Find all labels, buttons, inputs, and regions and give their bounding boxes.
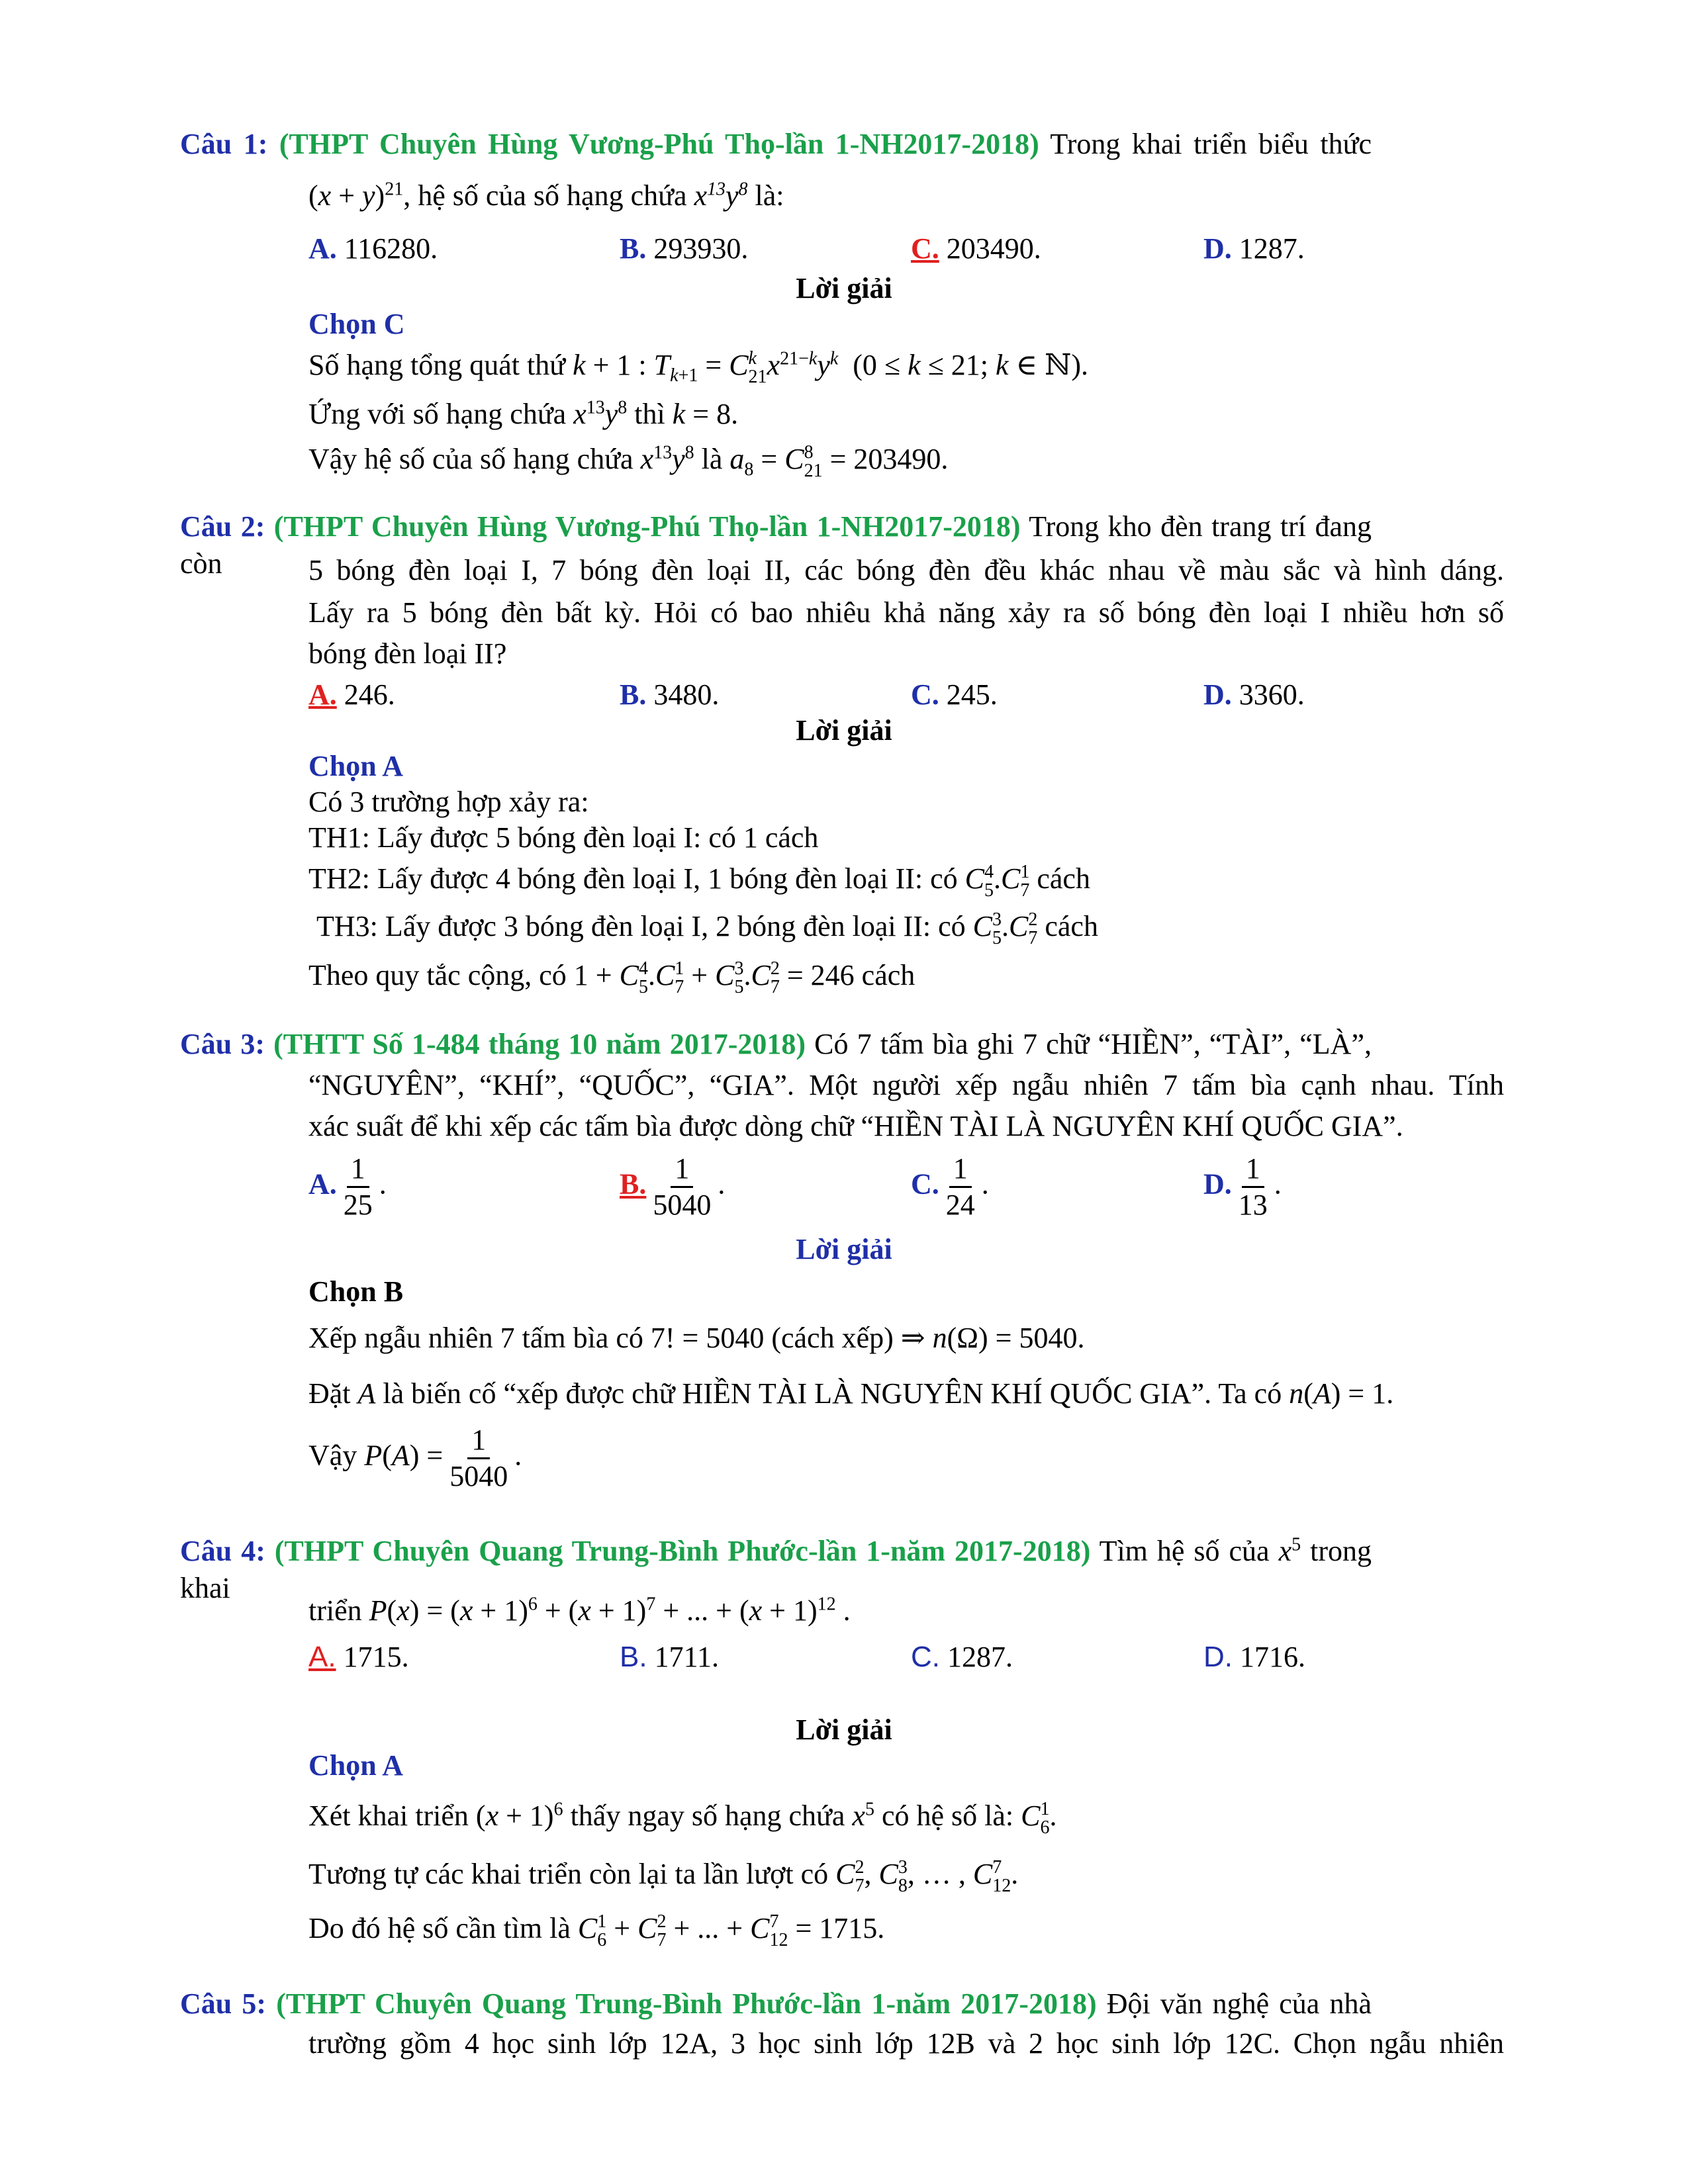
q1-option-d[interactable]: D. 1287. (1203, 232, 1305, 265)
q2-line-4: bóng đèn loại II? (308, 637, 507, 670)
q2-choose: Chọn A (308, 750, 404, 782)
q1-choose: Chọn C (308, 308, 405, 340)
q3-option-d[interactable]: D. $\frac{1}{13}$ . (1203, 1152, 1282, 1221)
q4-choose: Chọn A (308, 1749, 404, 1782)
q3-line-2: “NGUYÊN”, “KHÍ”, “QUỐC”, “GIA”. Một người xếp ngẫu nhiên 7 tấm bìa cạnh nhau. Tính (308, 1069, 1504, 1101)
q2-sol-5: Theo quy tắc cộng, có 1 + C 4 5 .C 1 7 + C 3 5 .C 2 7 = 246 cách (308, 958, 915, 997)
q3-solution-title: Lời giải (796, 1233, 892, 1265)
q4-sol-1: Xét khai triển $(x + 1)^6$ thấy ngay số hạng chứa $x^5$ có hệ số là: C 1 6 . (308, 1798, 1057, 1838)
q2-option-b[interactable]: B. 3480. (620, 678, 720, 711)
q3-option-c[interactable]: C. $\frac{1}{24}$ . (911, 1152, 989, 1221)
q1-solution-title: Lời giải (796, 272, 892, 304)
q2-sol-3: TH2: Lấy được 4 bóng đèn loại I, 1 bóng đèn loại II: có C 4 5 .C 1 7 cách (308, 861, 1090, 901)
q1-text-3: là: (755, 179, 784, 212)
q1-sol-line-2: Ứng với số hạng chứa $x^{13}y^8$ thì k = 8. (308, 397, 739, 430)
q4-sol-2: Tương tự các khai triển còn lại ta lần lượt có C 2 7 , C 3 8 , … , C 7 12 . (308, 1856, 1019, 1896)
q1-option-a[interactable]: A. 116280. (308, 232, 438, 265)
q5-line-1: Câu 5: (THPT Chuyên Quang Trung-Bình Phước-lần 1-năm 2017-2018) Đội văn nghệ của nhà (180, 1987, 1372, 2020)
q1-line-2 (308, 177, 784, 214)
q2-option-a[interactable]: A. 246. (308, 678, 395, 711)
q3-line-1: Câu 3: (THTT Số 1-484 tháng 10 năm 2017-2018) Có 7 tấm bìa ghi 7 chữ “HIỀN”, “TÀI”, “LÀ”, (180, 1028, 1372, 1060)
q4-option-d[interactable]: D. 1716. (1203, 1641, 1305, 1673)
q2-sol-4: TH3: Lấy được 3 bóng đèn loại I, 2 bóng đèn loại II: có C 3 5 .C 2 7 cách (316, 909, 1098, 948)
q4-line-2: triển $P(x) = (x + 1)^6 + (x + 1)^7$ + ... + $(x + 1)^{12}$ . (308, 1594, 851, 1627)
q1-source: (THPT Chuyên Hùng Vương-Phú Thọ-lần 1-NH2017-2018) (279, 128, 1039, 160)
q2-solution-title: Lời giải (796, 714, 892, 747)
q3-line-3: xác suất để khi xếp các tấm bìa được dòng chữ “HIỀN TÀI LÀ NGUYÊN KHÍ QUỐC GIA”. (308, 1110, 1403, 1142)
q2-option-c[interactable]: C. 245. (911, 678, 998, 711)
q2-sol-1: Có 3 trường hợp xảy ra: (308, 786, 589, 818)
q1-option-b[interactable]: B. 293930. (620, 232, 749, 265)
q3-choose: Chọn B (308, 1275, 404, 1308)
q4-solution-title: Lời giải (796, 1713, 892, 1746)
q4-line-1: Câu 4: (THPT Chuyên Quang Trung-Bình Phước-lần 1-năm 2017-2018) Tìm hệ số của $x^5$ trong khai (180, 1534, 1372, 1604)
q2-line-1: Câu 2: (THPT Chuyên Hùng Vương-Phú Thọ-lần 1-NH2017-2018) Trong kho đèn trang trí đang còn (180, 510, 1372, 580)
q1-option-c[interactable]: C. 203490. (911, 232, 1041, 265)
q1-text-1: Trong khai triển biểu thức (1050, 128, 1372, 160)
q4-sol-3: Do đó hệ số cần tìm là C 1 6 + C 2 7 + ... + C 7 12 = 1715. (308, 1911, 885, 1950)
q1-label: Câu 1: (180, 128, 268, 160)
q3-sol-3: Vậy P(A) = $\frac{1}{5040}$ . (308, 1424, 522, 1492)
q3-sol-1: Xếp ngẫu nhiên 7 tấm bìa có 7! = 5040 (cách xếp) ⇒ n(Ω) = 5040. (308, 1322, 1085, 1354)
q1-text-2: , hệ số của số hạng chứa (403, 179, 687, 212)
q1-term: $x^{13}y^8$ (694, 179, 748, 212)
q3-option-b[interactable]: B. $\frac{1}{5040}$ . (620, 1152, 726, 1221)
q2-line-3: Lấy ra 5 bóng đèn bất kỳ. Hỏi có bao nhiêu khả năng xảy ra số bóng đèn loại I nhiều hơn số (308, 596, 1504, 629)
q1-sol-line-1: Số hạng tổng quát thứ k + 1 : $T_{k+1} = C$ k 21 $x^{21-k}y^k$ (0 ≤ k ≤ 21; k ∈ ℕ). (308, 347, 1088, 387)
q4-option-b[interactable]: B. 1711. (620, 1641, 719, 1673)
q4-option-c[interactable]: C. 1287. (911, 1641, 1013, 1673)
q3-option-a[interactable]: A. $\frac{1}{25}$ . (308, 1152, 387, 1221)
q1-line-1 (180, 126, 1372, 163)
q1-expr: $(x + y)^{21}$ (308, 179, 404, 212)
q5-line-2: trường gồm 4 học sinh lớp 12A, 3 học sinh lớp 12B và 2 học sinh lớp 12C. Chọn ngẫu nhiên (308, 2027, 1504, 2060)
q2-line-2: 5 bóng đèn loại I, 7 bóng đèn loại II, các bóng đèn đều khác nhau về màu sắc và hình dáng. (308, 554, 1504, 586)
q1-sol-line-3: Vậy hệ số của số hạng chứa $x^{13}y^8$ là $a_8 = C$ 8 21 = 203490. (308, 441, 949, 481)
q2-option-d[interactable]: D. 3360. (1203, 678, 1305, 711)
q3-sol-2: Đặt A là biến cố “xếp được chữ HIỀN TÀI LÀ NGUYÊN KHÍ QUỐC GIA”. Ta có n(A) = 1. (308, 1377, 1394, 1410)
q2-sol-2: TH1: Lấy được 5 bóng đèn loại I: có 1 cách (308, 821, 819, 854)
q4-option-a[interactable]: A. 1715. (308, 1641, 409, 1673)
